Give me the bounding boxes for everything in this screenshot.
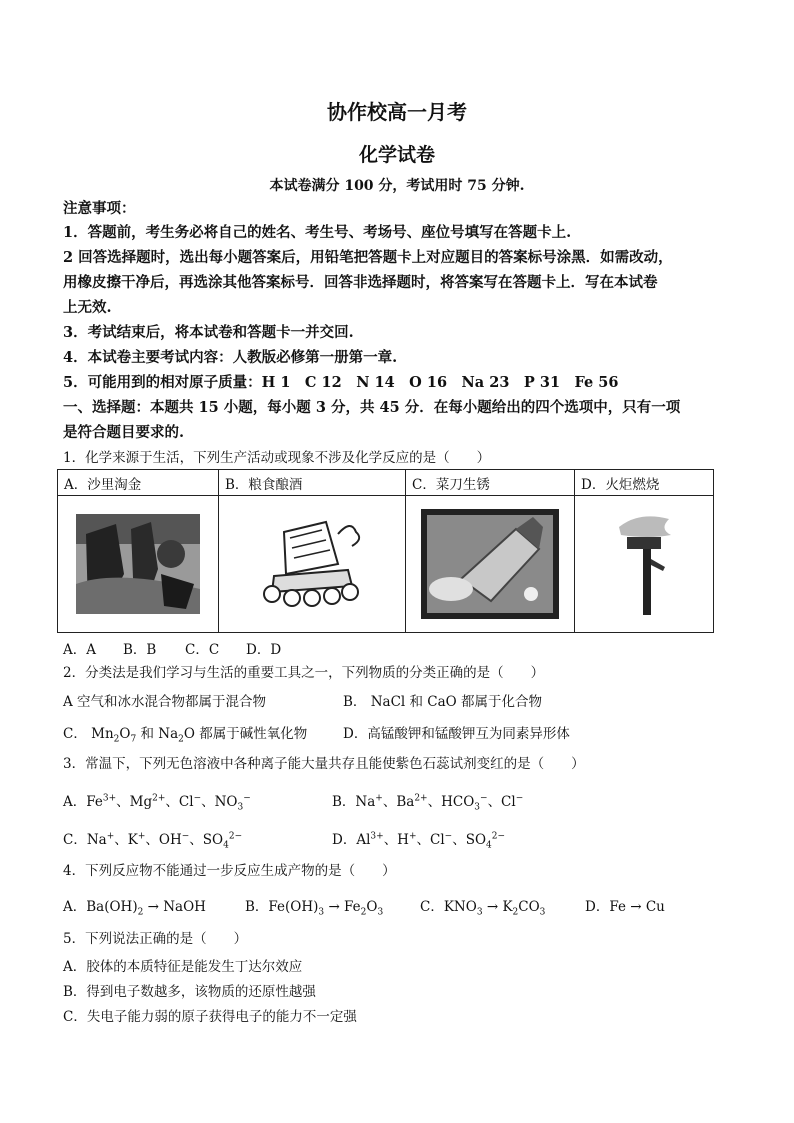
q1-header-c: C．菜刀生锈 (406, 470, 575, 496)
q2-option-d: D．高锰酸钾和锰酸钾互为同素异形体 (343, 726, 570, 742)
q3-option-a: A．$Fe^{3+}$、$Mg^{2+}$、Cl−、$NO_3^-$ (63, 793, 251, 813)
q5-option-c: C．失电子能力弱的原子获得电子的能力不一定强 (63, 1009, 357, 1025)
q4-option-a: A．$Ba(OH)_2$ → NaOH (63, 899, 206, 918)
note-line-3: 用橡皮擦干净后，再选涂其他答案标号．回答非选择题时，将答案写在答题卡上．写在本试卷 (63, 274, 658, 291)
q2-option-a: A 空气和冰水混合物都属于混合物 (63, 694, 267, 710)
note-line-7: 5．可能用到的相对原子质量：H 1 C 12 N 14 O 16 Na 23 P 31 Fe 56 (63, 374, 619, 391)
section1-line-1: 一、选择题：本题共 15 小题，每小题 3 分，共 45 分．在每小题给出的四个选项中，只有一项 (63, 399, 681, 416)
q1-header-b: B．粮食酿酒 (219, 470, 406, 496)
q3-stem: 3．常温下，下列无色溶液中各种离子能大量共存且能使紫色石蕊试剂变红的是（ ） (63, 756, 585, 772)
q5-option-b: B．得到电子数越多，该物质的还原性越强 (63, 984, 316, 1000)
q4-option-c: C．$KNO_3 \to K_2CO_3$ (420, 899, 546, 918)
q1-header-a: A．沙里淘金 (58, 470, 219, 496)
subject-title: 化学试卷 (358, 144, 435, 166)
q3-option-c: C．Na+、K+、OH−、$SO_4^{2-}$ (63, 831, 243, 851)
gold-panning-photo (76, 514, 200, 614)
q3-option-b: B．Na+、$Ba^{2+}$、$HCO_3^-$、Cl− (332, 793, 524, 813)
q2-stem: 2．分类法是我们学习与生活的重要工具之一，下列物质的分类正确的是（ ） (63, 665, 545, 681)
note-line-5: 3．考试结束后，将本试卷和答题卡一并交回. (63, 324, 354, 341)
q1-option-d: D．D (246, 642, 282, 658)
note-line-2: 2 回答选择题时，选出每小题答案后，用铅笔把答题卡上对应题目的答案标号涂黑．如需改动， (63, 249, 673, 266)
grain-brewing-drawing (256, 514, 368, 614)
q3-option-d: D．$Al^{3+}$、H+、Cl−、$SO_4^{2-}$ (332, 831, 506, 851)
exam-info: 本试卷满分 100 分，考试用时 75 分钟. (269, 178, 525, 194)
q1-image-table (57, 469, 714, 633)
exam-title: 协作校高一月考 (327, 100, 467, 124)
q1-stem: 1．化学来源于生活，下列生产活动或现象不涉及化学反应的是（ ） (63, 450, 491, 466)
q1-option-a: A．A (63, 642, 96, 658)
q2-option-b: B． NaCl 和 CaO 都属于化合物 (343, 694, 543, 710)
note-line-4: 上无效. (63, 299, 112, 316)
q2-option-c: C． $Mn_2O_7$ 和 $Na_2O$ 都属于碱性氧化物 (63, 726, 308, 745)
q4-option-b: B．$Fe(OH)_3 \to Fe_2O_3$ (245, 899, 384, 918)
q4-stem: 4．下列反应物不能通过一步反应生成产物的是（ ） (63, 863, 396, 879)
q1-option-b: B．B (123, 642, 157, 658)
q5-option-a: A．胶体的本质特征是能发生丁达尔效应 (63, 959, 303, 975)
q1-option-c: C．C (185, 642, 220, 658)
rusty-knife-photo (421, 509, 559, 619)
notes-heading: 注意事项： (63, 200, 136, 217)
q5-stem: 5．下列说法正确的是（ ） (63, 931, 248, 947)
note-line-6: 4．本试卷主要考试内容：人教版必修第一册第一章. (63, 349, 398, 366)
torch-burning-photo (599, 509, 689, 619)
q1-header-d: D．火炬燃烧 (575, 470, 714, 496)
section1-line-2: 是符合题目要求的. (63, 424, 185, 441)
note-line-1: 1．答题前，考生务必将自己的姓名、考生号、考场号、座位号填写在答题卡上. (63, 224, 572, 241)
q4-option-d: D．Fe → Cu (585, 899, 665, 915)
